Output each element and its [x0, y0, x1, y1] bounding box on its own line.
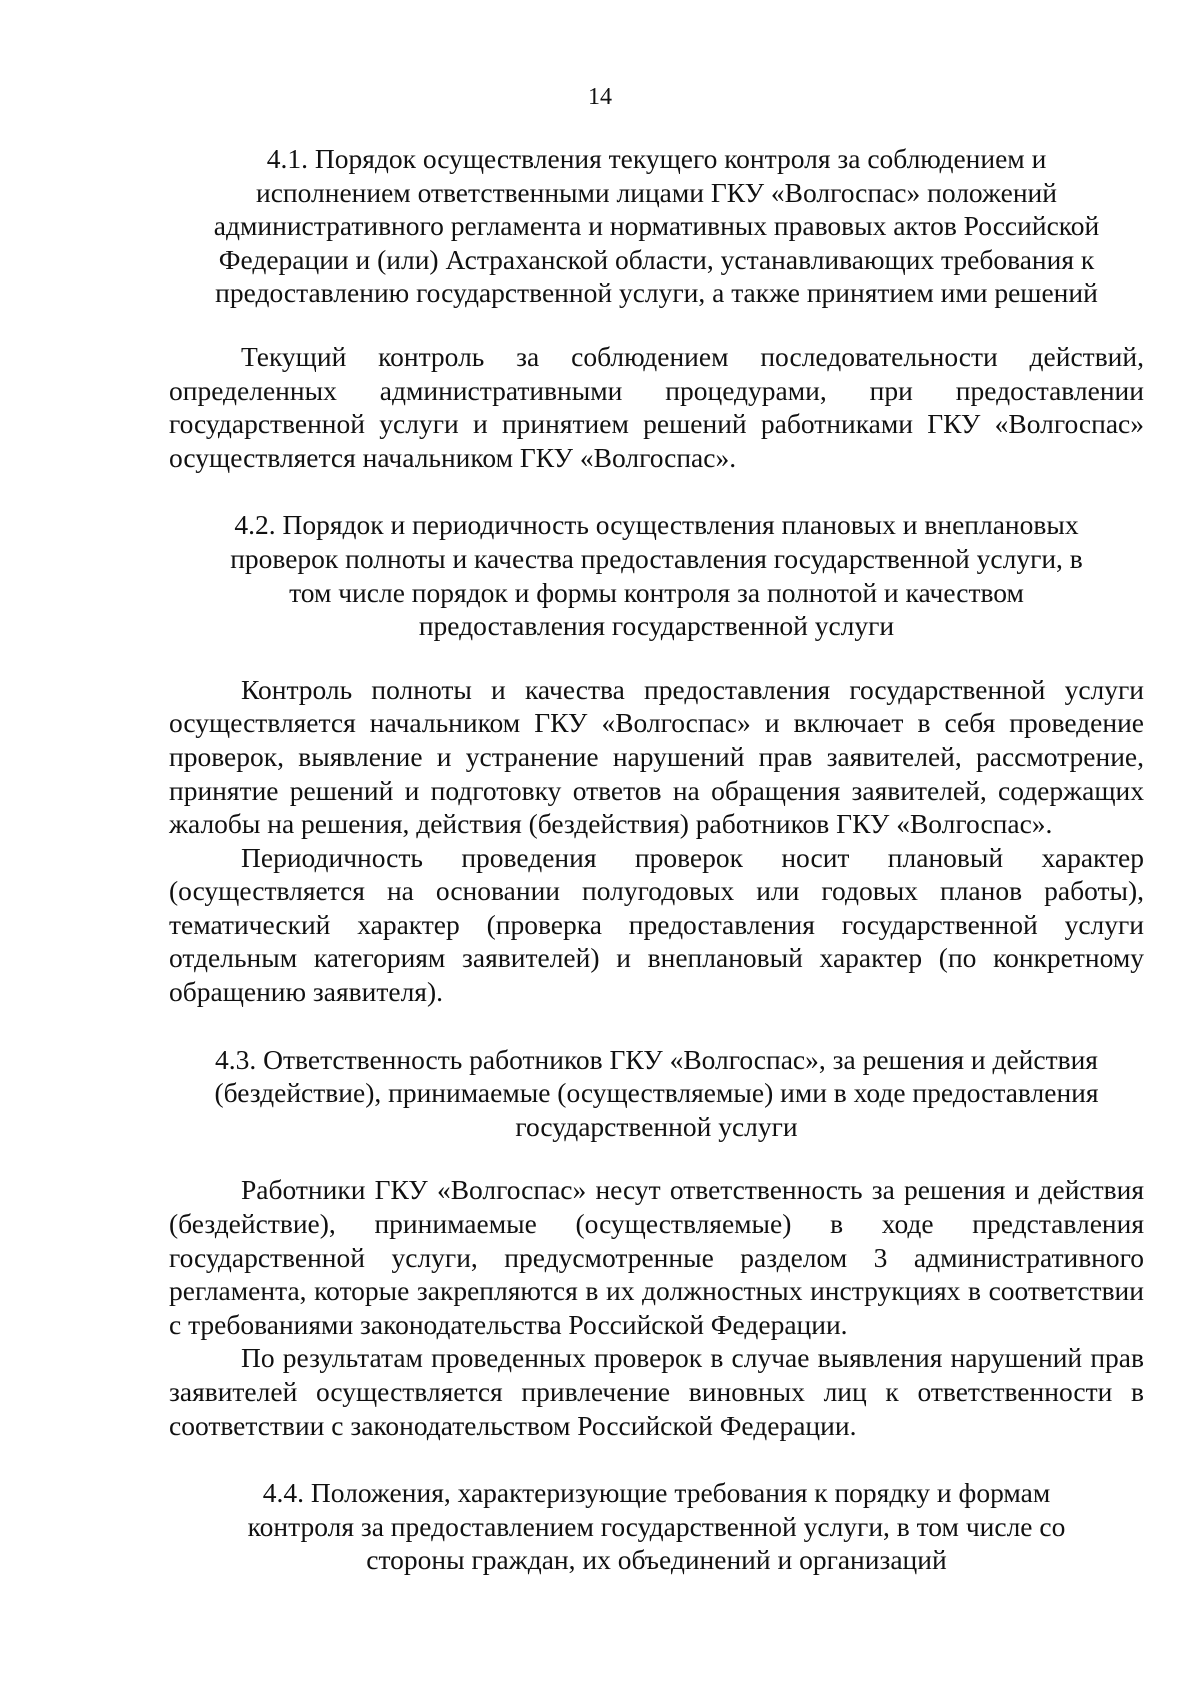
- section-4-3-heading: 4.3. Ответственность работников ГКУ «Волгоспас», за решения и действия (бездействие), принимаемые (осуществляемые) ими в ходе предоставления государственной услуги: [214, 1043, 1099, 1142]
- section-4-2-paragraph-1: Контроль полноты и качества предоставления государственной услуги осуществляется начальником ГКУ «Волгоспас» и включает в себя проведение проверок, выявление и устранение нарушений прав заявителей, рассмотрение, принятие решений и подготовку ответов на обращения заявителей, содержащих жалобы на решения, действия (бездействия) работников ГКУ «Волгоспас».: [169, 673, 1144, 840]
- section-4-2-heading: 4.2. Порядок и периодичность осуществления плановых и внеплановых проверок полноты и качества предоставления государственной услуги, в том числе порядок и формы контроля за полнотой и качеством предоставления государственной услуги: [230, 509, 1083, 642]
- page-number: 14: [588, 84, 612, 110]
- section-4-1-paragraph-1: Текущий контроль за соблюдением последовательности действий, определенных административными процедурами, при предоставлении государственной услуги и принятием решений работниками ГКУ «Волгоспас» осуществляется начальником ГКУ «Волгоспас».: [169, 340, 1144, 473]
- section-4-3-paragraph-2: По результатам проведенных проверок в случае выявления нарушений прав заявителей осуществляется привлечение виновных лиц к ответственности в соответствии с законодательством Российской Федерации.: [169, 1342, 1144, 1441]
- section-4-2-paragraph-2: Периодичность проведения проверок носит плановый характер (осуществляется на основании полугодовых или годовых планов работы), тематический характер (проверка предоставления государственной услуги отдельным категориям заявителей) и внеплановый характер (по конкретному обращению заявителя).: [169, 841, 1144, 1008]
- document-body: [169, 142, 1144, 1577]
- section-4-3-paragraph-1: Работники ГКУ «Волгоспас» несут ответственность за решения и действия (бездействие), принимаемые (осуществляемые) в ходе представления государственной услуги, предусмотренные разделом 3 административного регламента, которые закрепляются в их должностных инструкциях в соответствии с требованиями законодательства Российской Федерации.: [169, 1174, 1144, 1340]
- section-4-1-heading: 4.1. Порядок осуществления текущего контроля за соблюдением и исполнением ответственными лицами ГКУ «Волгоспас» положений административного регламента и нормативных правовых актов Российской Федерации и (или) Астраханской области, устанавливающих требования к предоставлению государственной услуги, а также принятием ими решений: [213, 143, 1100, 309]
- section-4-4-heading: 4.4. Положения, характеризующие требования к порядку и формам контроля за предоставлением государственной услуги, в том числе со стороны граждан, их объединений и организаций: [247, 1477, 1066, 1576]
